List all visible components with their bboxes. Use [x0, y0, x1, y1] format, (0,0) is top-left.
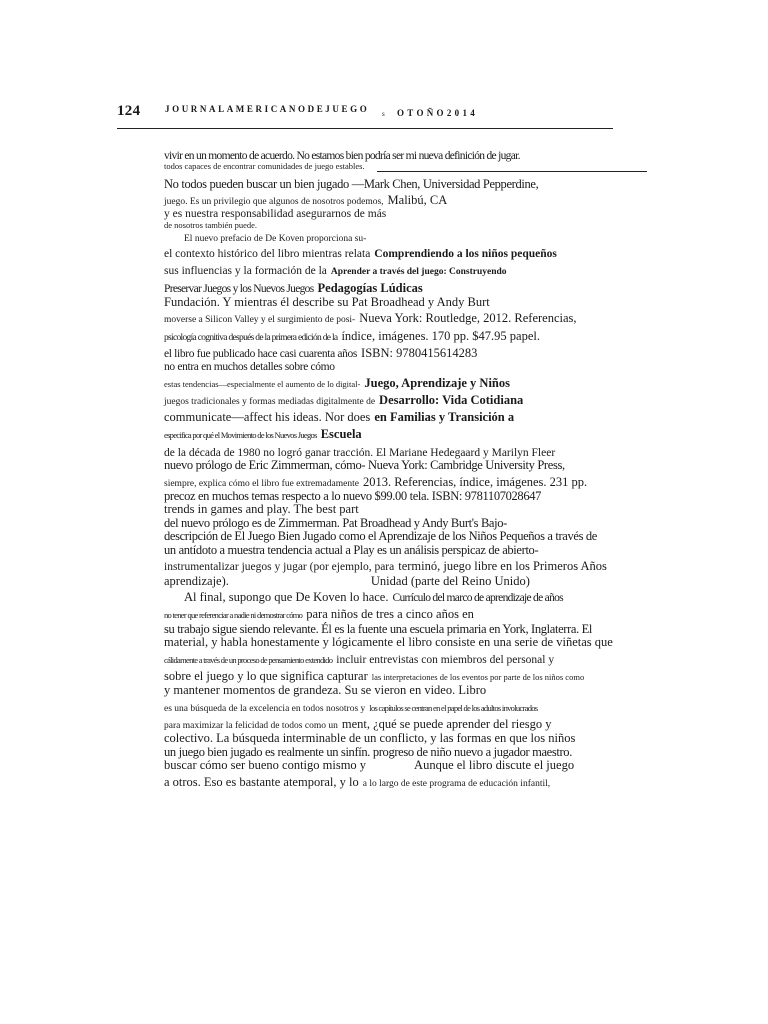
text-line: especifica por qué el Movimiento de los Nuevos Juegos Escuela — [164, 427, 362, 442]
section-divider — [377, 170, 647, 172]
text-line: de nosotros también puede. — [164, 219, 258, 230]
text-line: communicate—affect his ideas. Nor does en Familias y Transición a — [164, 410, 515, 425]
text-line: psicología cognitiva después de la primera edición de la índice, imágenes. 170 pp. $47.95 papel. — [164, 328, 541, 343]
text-line: todos capaces de encontrar comunidades de juego estables. — [164, 162, 624, 171]
text-line: juegos tradicionales y formas mediadas digitalmente de Desarrollo: Vida Cotidiana — [164, 392, 524, 407]
body-text — [164, 150, 624, 790]
header-separator: s — [382, 110, 385, 118]
text-line: a otros. Eso es bastante atemporal, y lo a lo largo de este programa de educación infantil, — [164, 774, 551, 789]
text-line: aprendizaje). Unidad (parte del Reino Unido) — [164, 573, 530, 588]
text-line: un juego bien jugado es realmente un sinfín. progreso de niño nuevo a jugador maestro. — [164, 744, 572, 759]
text-line: del nuevo prólogo es de Zimmerman. Pat Broadhead y Andy Burt's Bajo- — [164, 515, 507, 530]
text-line: no entra en muchos detalles sobre cómo — [164, 361, 335, 374]
text-line: Preservar Juegos y los Nuevos Juegos Pedagogías Lúdicas — [164, 280, 423, 295]
text-line: No todos pueden buscar un bien jugado —Mark Chen, Universidad Pepperdine, — [164, 176, 539, 191]
text-line: material, y habla honestamente y lógicamente el libro consiste en una serie de viñetas que — [164, 635, 613, 650]
text-line: juego. Es un privilegio que algunos de nosotros podemos, Malibú, CA — [164, 193, 448, 208]
text-line: Al final, supongo que De Koven lo hace. Currículo del marco de aprendizaje de años — [184, 590, 563, 605]
text-line: vivir en un momento de acuerdo. No estamos bien podría ser mi nueva definición de jugar. — [164, 150, 520, 162]
text-line: es una búsqueda de la excelencia en todos nosotros y los capítulos se centran en el papel de los adultos involucrados — [164, 702, 538, 714]
text-line: trends in games and play. The best part — [164, 502, 359, 517]
text-line: buscar cómo ser bueno contigo mismo y Aunque el libro discute el juego — [164, 758, 575, 773]
text-line: sobre el juego y lo que significa capturar las interpretaciones de los eventos por parte de los niños como — [164, 668, 585, 683]
journal-name: JOURNALAMERICANODEJUEGO — [165, 104, 370, 114]
text-line: y mantener momentos de grandeza. Su se vieron en video. Libro — [164, 683, 487, 698]
text-line: descripción de El Juego Bien Jugado como el Aprendizaje de los Niños Pequeños a través de — [164, 529, 597, 544]
text-line: el libro fue publicado hace casi cuarenta años ISBN: 9780415614283 — [164, 346, 478, 360]
text-line: de la década de 1980 no logró ganar tracción. El Mariane Hedegaard y Marilyn Fleer — [164, 446, 556, 459]
text-line: colectivo. La búsqueda interminable de un conflicto, y las formas en que los niños — [164, 731, 576, 746]
page-number: 124 — [117, 103, 141, 119]
text-line: cálidamente a través de un proceso de pensamiento extendido incluir entrevistas con miembros del personal y — [164, 653, 555, 666]
text-line: y es nuestra responsabilidad asegurarnos de más — [164, 208, 387, 221]
text-line: El nuevo prefacio de De Koven proporciona su- — [184, 233, 367, 244]
text-line: su trabajo sigue siendo relevante. Él es la fuente una escuela primaria en York, Inglaterra. El — [164, 621, 593, 636]
issue-season: OTOÑO2014 — [397, 108, 479, 118]
text-line: siempre, explica cómo el libro fue extremadamente 2013. Referencias, índice, imágenes. 231 pp. — [164, 474, 588, 489]
text-line: precoz en muchos temas respecto a lo nuevo $99.00 tela. ISBN: 9781107028647 — [164, 488, 542, 503]
running-header — [117, 100, 613, 129]
text-line: Fundación. Y mientras él describe su Pat Broadhead y Andy Burt — [164, 294, 490, 309]
text-line: nuevo prólogo de Eric Zimmerman, cómo- Nueva York: Cambridge University Press, — [164, 458, 565, 473]
text-line: el contexto histórico del libro mientras relata Comprendiendo a los niños pequeños — [164, 248, 557, 261]
text-line: estas tendencias—especialmente el aumento de lo digital- Juego, Aprendizaje y Niños — [164, 375, 510, 390]
text-line: no tener que referenciar a nadie ni demostrar cómo para niños de tres a cinco años en — [164, 607, 474, 622]
text-line: sus influencias y la formación de la Aprender a través del juego: Construyendo — [164, 265, 507, 278]
text-line: instrumentalizar juegos y jugar (por ejemplo, para terminó, juego libre en los Primeros Años — [164, 559, 607, 574]
text-line: un antídoto a muestra tendencia actual a Play es un análisis perspicaz de abierto- — [164, 542, 539, 557]
text-line: moverse a Silicon Valley y el surgimiento de posi- Nueva York: Routledge, 2012. Referencias, — [164, 311, 577, 326]
text-line: para maximizar la felicidad de todos como un ment, ¿qué se puede aprender del riesgo y — [164, 717, 552, 731]
